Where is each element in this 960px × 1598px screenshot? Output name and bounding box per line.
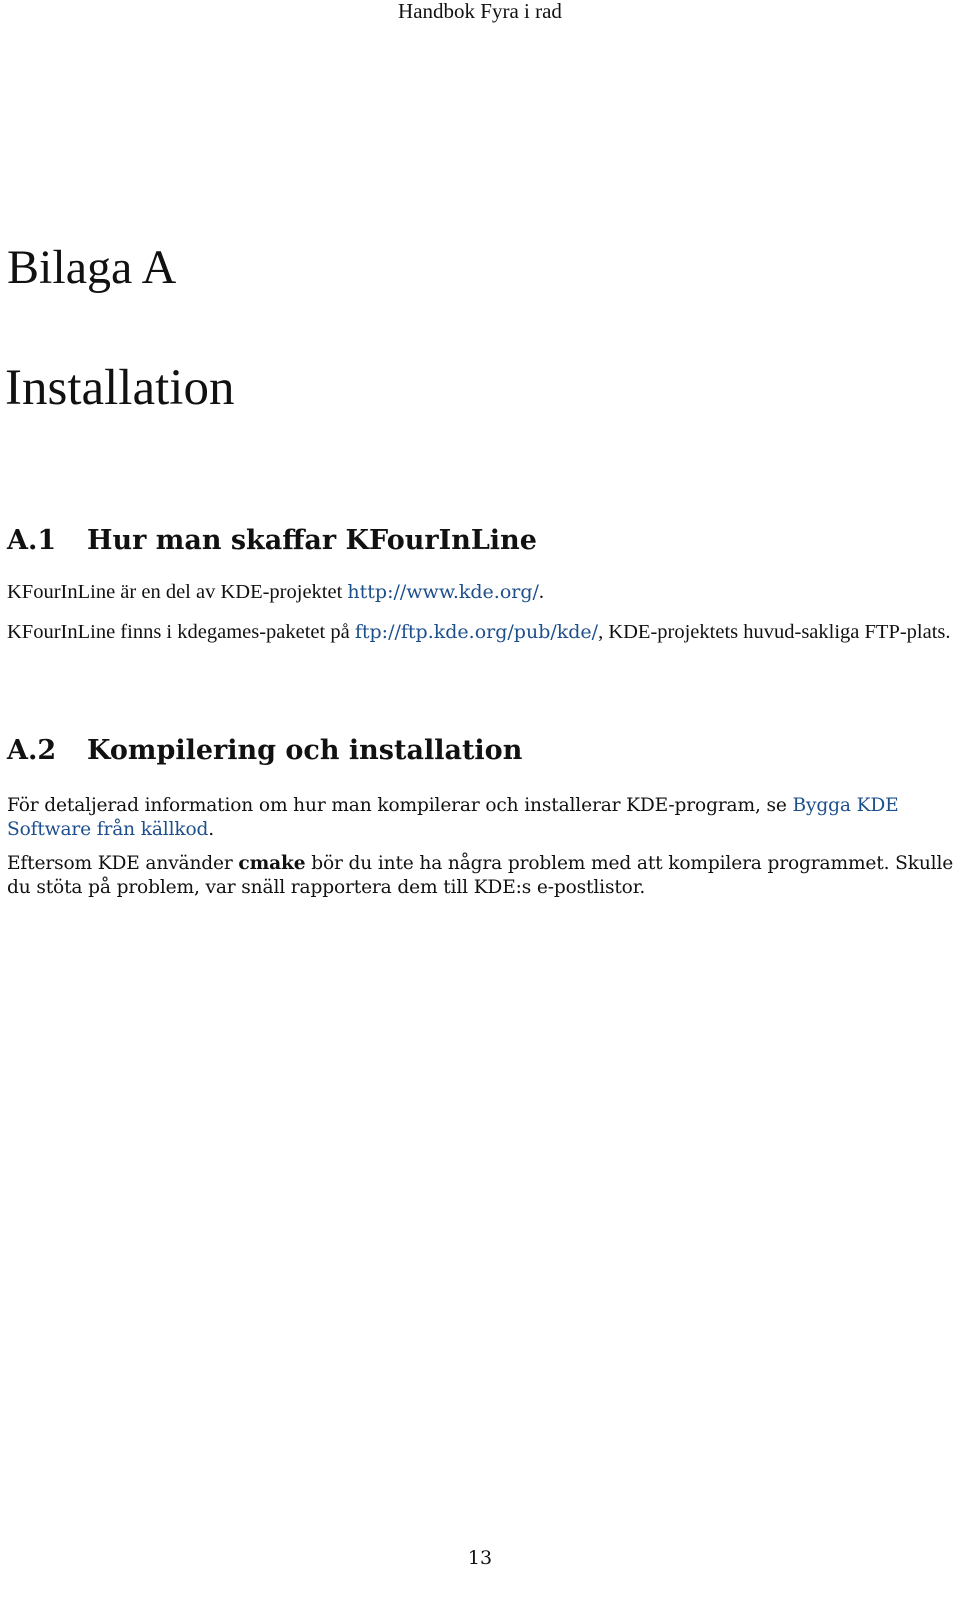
kde-ftp-link[interactable]: ftp://ftp.kde.org/pub/kde/ — [354, 621, 599, 643]
paragraph-text: För detaljerad information om hur man kompilerar och installerar KDE-program, se — [7, 795, 793, 816]
paragraph-text: . — [208, 819, 215, 840]
section-heading-a2 — [7, 734, 522, 768]
kde-website-link[interactable]: http://www.kde.org/ — [347, 581, 539, 603]
paragraph-text: KFourInLine är en del av KDE-projektet — [7, 581, 348, 603]
section-title: Kompilering och installation — [87, 735, 523, 766]
paragraph-build-info — [7, 794, 957, 842]
section-heading-a1 — [7, 524, 537, 558]
paragraph-text: Eftersom KDE använder — [7, 853, 239, 874]
paragraph-text: . — [538, 581, 545, 603]
chapter-title: Installation — [5, 360, 235, 416]
section-title: Hur man skaffar KFourInLine — [87, 525, 537, 556]
build-from-source-link[interactable]: Bygga KDE Software från källkod — [7, 795, 899, 840]
section-number: A.2 — [7, 735, 57, 766]
section-number: A.1 — [7, 525, 57, 556]
paragraph-ftp — [7, 620, 957, 645]
chapter-label: Bilaga A — [7, 241, 177, 294]
paragraph-text: KFourInLine finns i kdegames-paketet på — [7, 621, 355, 643]
paragraph-text: , KDE-projektets huvud-sakliga FTP-plats. — [598, 621, 951, 643]
running-header: Handbok Fyra i rad — [398, 0, 562, 23]
page-number: 13 — [467, 1547, 493, 1569]
paragraph-kde-project — [7, 580, 957, 605]
cmake-command: cmake — [238, 853, 306, 874]
paragraph-cmake — [7, 852, 957, 900]
paragraph-text: bör du inte ha några problem med att kompilera programmet. Skulle du stöta på problem, var snäll rapportera dem till KDE:s e-postlistor. — [7, 853, 954, 898]
